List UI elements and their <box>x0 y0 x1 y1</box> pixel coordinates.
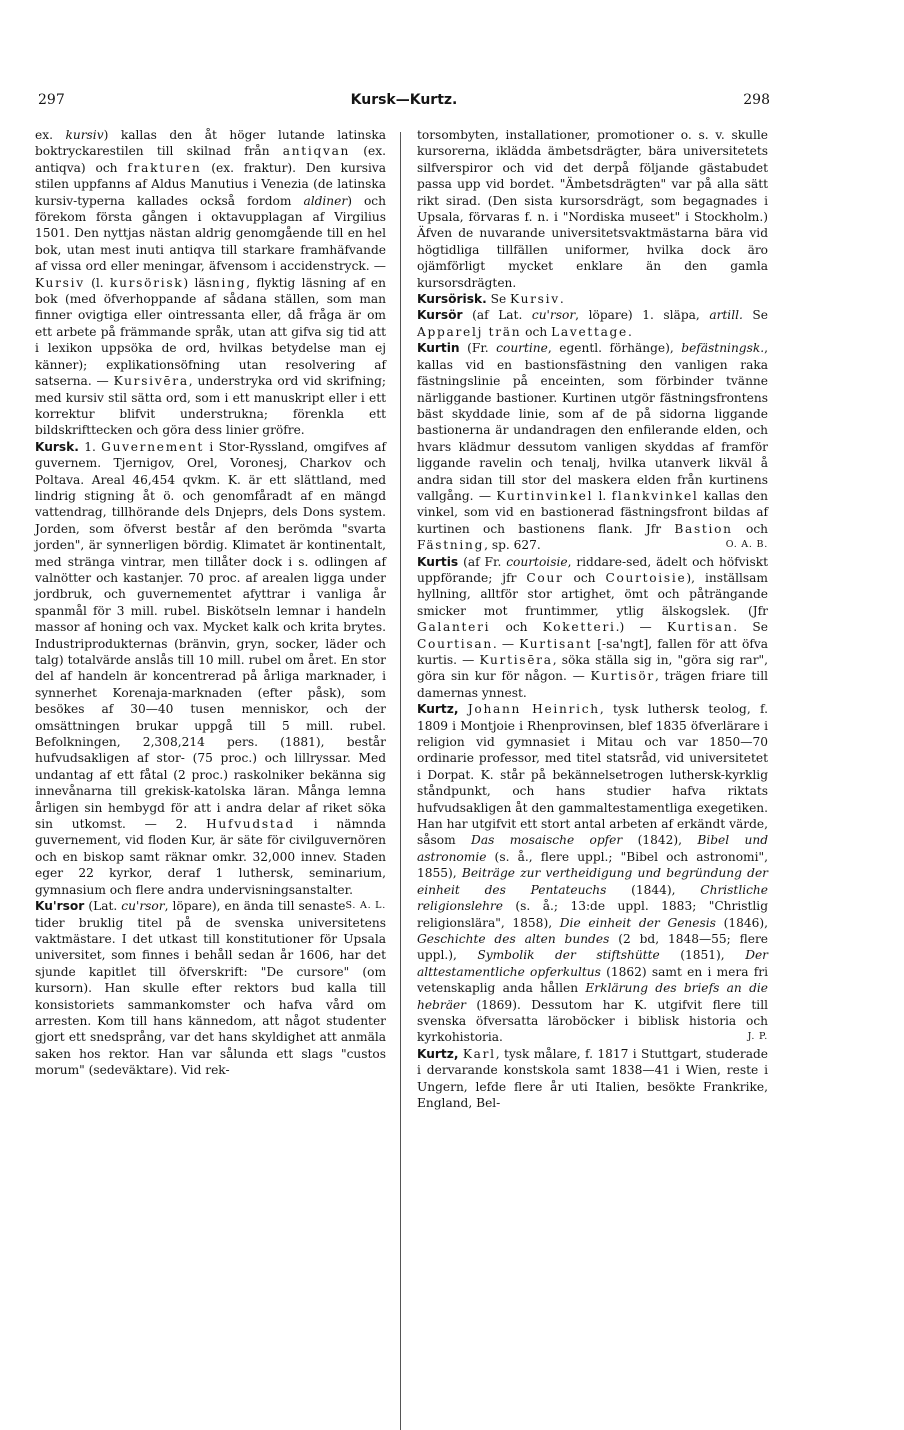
entry-kurtis: Kurtis (af Fr. courtoisie, riddare-sed, ädelt och höfviskt uppförande; jfr Cour och Courtoisie), inställsam hyllning, alltför stor artighet, ömt och påträngande smicker mot fruntimmer, ytlig älskogslek. (Jfr Galanteri och Koketteri.) — Kurtisan. Se Courtisan. — Kurtisant [-sa'ngt], fallen för att öfva kurtis. — Kurtisēra, söka ställa sig in, "göra sig rar", göra sin kur för någon. — Kurtisör, trägen friare till damernas ynnest. <box>417 554 769 700</box>
entry-kursor: Ku'rsor (Lat. cu'rsor, löpare), en ända till senaste tider bruklig titel på de svenska universitetens vaktmästare. I det utkast till konstitutioner för Upsala universitet, som finnes i behåll sedan år 1606, har det sjunde kapitlet till öfverskrift: "De cursore" (om kursorn). Han skulle efter rektors bud kalla till konsistoriets sammankomster och hafva vård om arresten. Kom till hans kännedom, att något studenter gjort ett snedsprång, var det hans skyldighet att anmäla saken hos rektor. Han var sålunda ett slags "custos morum" (sedeväktare). Vid rek- <box>35 899 386 1078</box>
running-title: Kursk—Kurtz. <box>350 92 458 108</box>
left-column <box>35 127 386 1079</box>
author-signature: S. A. L. <box>345 900 386 912</box>
headword-kurtz-karl: Kurtz, <box>417 1046 459 1061</box>
headword-kurtz-johann: Kurtz, <box>417 702 459 717</box>
entry-kursor-continued: torsombyten, installationer, promotioner o. s. v. skulle kursorerna, iklädda ämbetsdrägter, bära universitetets silfverspiror och vid det derpå följande gästabudet passa upp vid bordet. "Ämbetsdrägten" var på alla sätt rikt sirad. (Den sista kursorsdrägt, som begagnades i Upsala, förvaras f. n. i "Nordiska museet" i Stockholm.) Äfven de nuvarande universitetsvaktmästarna bära vid högtidliga tillfällen uniformer, hvilka dock äro ojämförligt mycket enklare än den gamla kursorsdrägten. <box>417 128 768 290</box>
entry-kurtz-johann: Kurtz, Johann Heinrich, tysk luthersk teolog, f. 1809 i Montjoie i Rhenprovinsen, blef 1835 öfverlärare i religion vid gymnasiet i Mitau och var 1850—70 ordinarie professor, med titel statsråd, vid universitetet i Dorpat. K. står på bekännelsetrogen luthersk-kyrklig ståndpunkt, och hans studier hafva riktats hufvudsakligen åt den gammaltestamentliga exegetiken. Han har utgifvit ett stort antal arbeten af erkändt värde, såsom Das mosaische opfer (1842), Bibel und astronomie (s. å., flere uppl.; "Bibel och astronomi", 1855), Beiträge zur vertheidigung und begründung der einheit des Pentateuchs (1844), Christliche religionslehre (s. å.; 13:de uppl. 1883; "Christlig religionslära", 1858), Die einheit der Genesis (1846), Geschichte des alten bundes (2 bd, 1848—55; flere uppl.), Symbolik der stiftshütte (1851), Der alttestamentliche opferkultus (1862) samt en i mera fri vetenskaplig anda hållen Erklärung des briefs an die hebräer (1869). Dessutom har K. utgifvit flere till svenska öfversatta läroböcker i biblisk historia och kyrkohistoria. J. P. <box>417 702 769 1045</box>
page-header <box>38 92 770 112</box>
page-number-right: 298 <box>743 92 770 108</box>
entry-kursk: Kursk. 1. Guvernement i Stor-Ryssland, omgifves af guvernem. Tjernigov, Orel, Voronesj, Charkov och Poltava. Areal 46,454 qvkm. K. är ett slättland, med lindrig stigning åt ö. och genomfåradt af en mängd vattendrag, tillhörande dels Dnjeprs, dels Dons system. Jorden, som öfverst består af den berömda "svarta jorden", är synnerligen bördig. Klimatet är kontinentalt, med stränga vintrar, men tillåter dock i s. odlingen af valnötter och kastanjer. 70 proc. af arealen ligga under jordbruk, och guvernementet afyttrar i vanliga år spanmål för 3 mill. rubel. Biskötseln lemnar i handeln massor af honing och vax. Mycket kalk och krita brytes. Industriprodukternas (bränvin, gryn, socker, läder och talg) totalvärde anslås till 10 mill. rubel om året. En stor del af handeln är koncentrerad på årliga marknader, i synnerhet Korenaja-marknaden (efter påsk), som besökes af 30—40 tusen menniskor, och der omsättningen brukar uppgå till 5 mill. rubel. Befolkningen, 2,308,214 pers. (1881), består hufvudsakligen af stor- (75 proc.) och lillryssar. Med undantag af ett fåtal (2 proc.) raskolniker bekänna sig innevånarna till grekisk-katolska läran. Många lemna årligen sin hembygd för att i andra delar af riket söka sin utkomst. — 2. Hufvudstad i nämnda guvernement, vid floden Kur, är säte för civilguvernören och en biskop samt räknar omkr. 32,000 innev. Staden eger 22 kyrkor, deraf 1 luthersk, seminarium, gymnasium och flere andra undervisningsanstalter. S. A. L. <box>35 439 386 898</box>
column-divider <box>400 132 401 1430</box>
headword-kurtin: Kurtin <box>417 341 460 356</box>
headword-kursor-2: Kursör <box>417 308 463 323</box>
author-signature: O. A. B. <box>725 539 768 551</box>
page-number-left: 297 <box>38 92 65 108</box>
headword-kursk: Kursk. <box>35 439 79 454</box>
entry-kursiv-continued: ex. kursiv) kallas den åt höger lutande latinska boktryckarestilen till skilnad från antiqvan (ex. antiqva) och frakturen (ex. fraktur). Den kursiva stilen uppfanns af Aldus Manutius i Venezia (de latinska kursiv-typerna kallades också fordom aldiner) och förekom första gången i oktavupplagan af Virgilius 1501. Den nyttjas nästan aldrig genomgående till en hel bok, utan mest inuti antiqva till starkare framhäfvande af vissa ord eller meningar, äfvensom i accidenstryck. — Kursiv (l. kursörisk) läsning, flyktig läsning af en bok (med öfverhoppande af sådana ställen, som man finner ovigtiga eller ointressanta eller, då fråga är om ett arbete på främmande språk, utan att gifva sig tid att i lexikon uppsöka de ord, hvilkas betydelse man ej känner); explikationsöfning utan resolvering af satserna. — Kursivēra, understryka ord vid skrifning; med kursiv stil sätta ord, som i ett manuskript eller i ett korrektur blifvit understrukna; förenkla ett bildskrifttecken och göra dess linier gröfre. <box>35 128 386 438</box>
entry-kurtin: Kurtin (Fr. courtine, egentl. förhänge), befästningsk., kallas vid en bastionsfästning den vanligen raka fästningslinie på enceinten, som förbinder tvänne närliggande bastioner. Kurtinen utgör fästningsfrontens bäst skyddade linie, som af de på sidorna liggande bastionerna är undandragen den enfilerande elden, och hvars klädmur dessutom vanligen skyddas af framför liggande ravelin och tenalj, hvilka utanverk likväl å andra sidan till stor del maskera elden från kurtinens vallgång. — Kurtinvinkel l. flankvinkel kallas den vinkel, som vid en bastionerad fästningsfront bildas af kurtinen och bastionens flank. Jfr Bastion och Fästning, sp. 627. O. A. B. <box>417 341 769 553</box>
headword-kurtis: Kurtis <box>417 554 459 569</box>
entry-kursor-artillery: Kursör (af Lat. cu'rsor, löpare) 1. släpa, artill. Se Apparelj trän och Lavettage. <box>417 308 768 339</box>
headword-kursorisk: Kursörisk. <box>417 292 487 307</box>
right-column <box>417 127 768 1111</box>
author-signature: J. P. <box>747 1031 768 1043</box>
entry-kursorisk: Kursörisk. Se Kursiv. <box>417 292 564 307</box>
entry-kurtz-karl: Kurtz, Karl, tysk målare, f. 1817 i Stuttgart, studerade i dervarande konstskola samt 1838—41 i Wien, reste i Ungern, lefde flere år uti Italien, besökte Frankrike, England, Bel- <box>417 1046 768 1110</box>
headword-kursor: Ku'rsor <box>35 899 85 914</box>
